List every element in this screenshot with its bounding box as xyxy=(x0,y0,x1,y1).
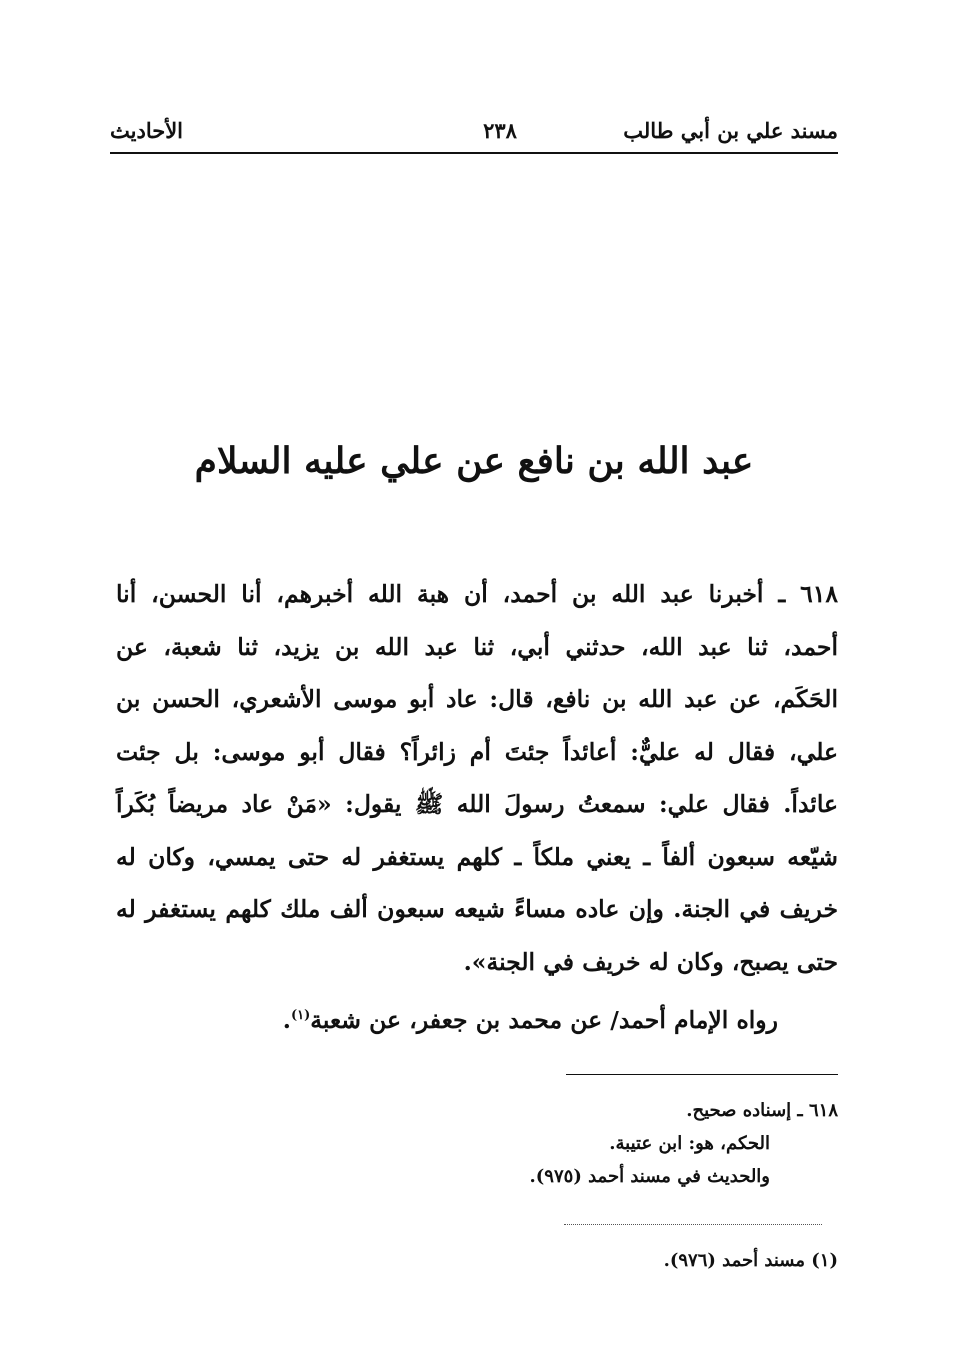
section-title: عبد الله بن نافع عن علي عليه السلام xyxy=(194,440,754,482)
hadith-line: ٦١٨ ـ أخبرنا عبد الله بن أحمد، أن هبة الله أخبرهم، أنا الحسن، أنا xyxy=(116,580,838,608)
footnote-marker[interactable]: (١) xyxy=(290,1008,311,1023)
note-line: والحديث في مسند أحمد (٩٧٥). xyxy=(529,1166,770,1187)
notes-divider xyxy=(566,1074,838,1075)
narration-end: . xyxy=(282,1005,291,1034)
hadith-line: شيّعه سبعون ألفاً ـ يعني ملكاً ـ كلهم يستغفر له حتى يمسي، وكان له xyxy=(116,842,838,871)
note-line: الحكم، هو: ابن عتيبة. xyxy=(609,1133,770,1154)
hadith-line: عائداً. فقال علي: سمعتُ رسولَ الله ﷺ يقول: «مَنْ عاد مريضاً بُكَراً xyxy=(116,790,838,818)
narration-line xyxy=(116,990,838,1046)
hadith-line: حتى يصبح، وكان له خريف في الجنة». xyxy=(463,947,838,976)
footnote-divider xyxy=(564,1224,822,1225)
header-section: الأحاديث xyxy=(110,118,184,143)
editor-notes xyxy=(116,1094,838,1193)
hadith-text xyxy=(116,568,838,988)
header-page-number: ٢٣٨ xyxy=(483,118,517,143)
hadith-line: علي، فقال له عليٌّ: أعائداً جئتَ أم زائراً؟ فقال أبو موسى: بل جئت xyxy=(116,737,838,766)
note-line: ٦١٨ ـ إسناده صحيح. xyxy=(686,1100,838,1121)
header-book-title: مسند علي بن أبي طالب xyxy=(623,118,838,143)
narration-text: رواه الإمام أحمد/ عن محمد بن جعفر، عن شعبة xyxy=(310,1005,778,1034)
hadith-line: أحمد، ثنا عبد الله، حدثني أبي، ثنا عبد الله بن يزيد، ثنا شعبة، عن xyxy=(116,632,838,661)
header-rule xyxy=(110,152,838,154)
page-header xyxy=(110,118,838,152)
footnote: (١) مسند أحمد (٩٧٦). xyxy=(663,1250,838,1271)
hadith-line: الحَكَم، عن عبد الله بن نافع، قال: عاد أبو موسى الأشعري، الحسن بن xyxy=(116,685,838,713)
hadith-line: خريف في الجنة. وإن عاده مساءً شيعه سبعون ألف ملك كلهم يستغفر له xyxy=(116,895,838,923)
